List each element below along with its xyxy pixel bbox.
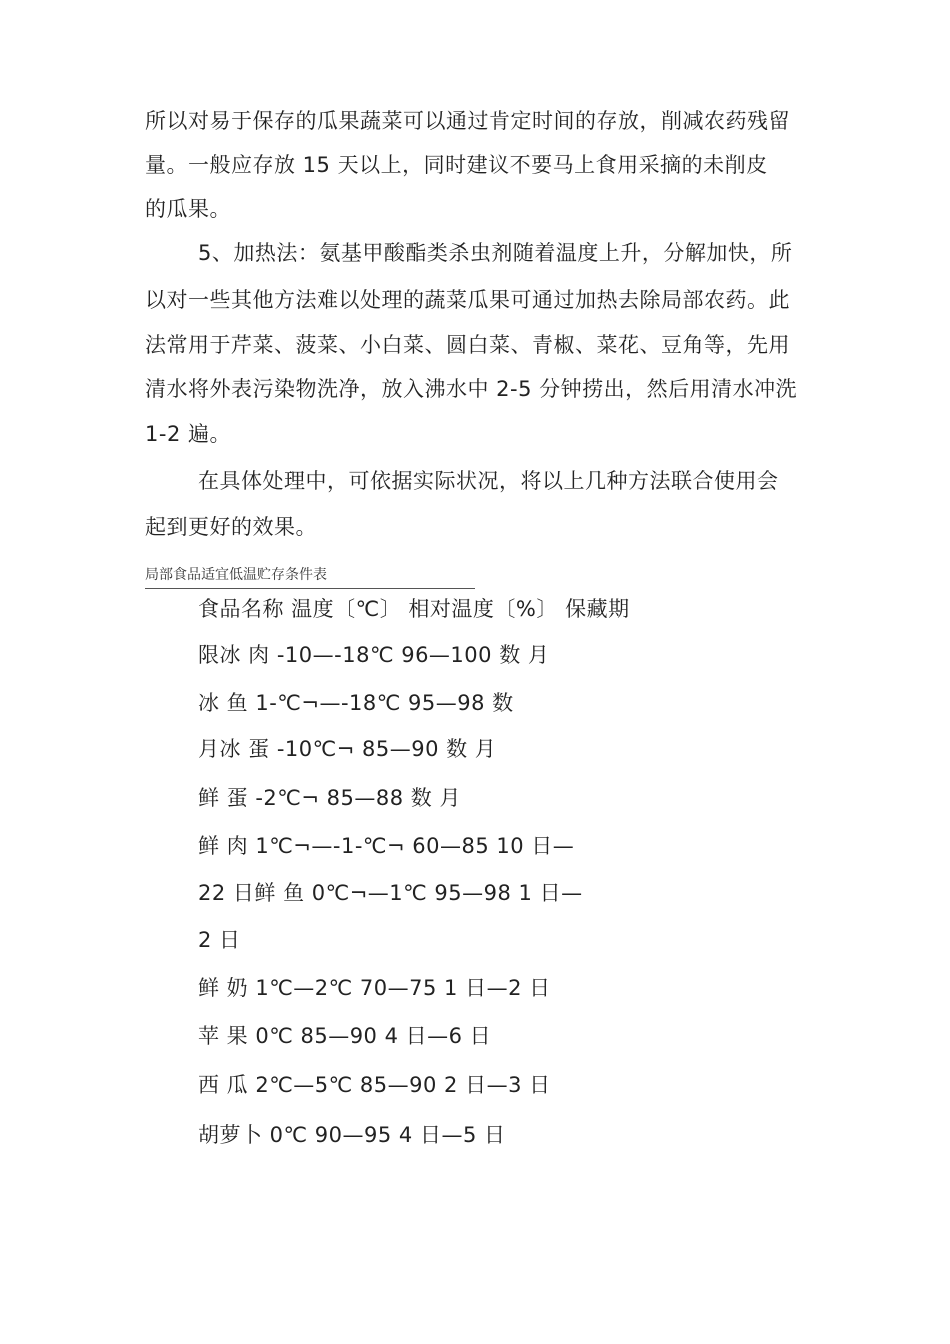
table-row: 西 瓜 2℃—5℃ 85—90 2 日—3 日	[198, 1073, 551, 1097]
table-caption: 局部食品适宜低温贮存条件表	[145, 567, 327, 583]
paragraph-line: 法常用于芹菜、菠菜、小白菜、圆白菜、青椒、菜花、豆角等，先用	[145, 333, 790, 357]
paragraph-line: 所以对易于保存的瓜果蔬菜可以通过肯定时间的存放，削减农药残留	[145, 109, 790, 133]
paragraph-line: 量。一般应存放 15 天以上，同时建议不要马上食用采摘的未削皮	[145, 153, 768, 177]
table-row: 鲜 奶 1℃—2℃ 70—75 1 日—2 日	[198, 976, 551, 1000]
paragraph-line: 起到更好的效果。	[145, 515, 317, 539]
table-row: 胡萝卜 0℃ 90—95 4 日—5 日	[198, 1123, 506, 1147]
table-row: 鲜 肉 1℃¬—-1-℃¬ 60—85 10 日—	[198, 834, 575, 858]
table-row: 限冰 肉 -10—-18℃ 96—100 数 月	[198, 643, 550, 667]
paragraph-line: 5、加热法：氨基甲酸酯类杀虫剂随着温度上升，分解加快，所	[198, 241, 793, 265]
table-row: 月冰 蛋 -10℃¬ 85—90 数 月	[198, 737, 497, 761]
table-row: 22 日鲜 鱼 0℃¬—1℃ 95—98 1 日—	[198, 881, 583, 905]
table-row: 鲜 蛋 -2℃¬ 85—88 数 月	[198, 786, 461, 810]
paragraph-line: 在具体处理中，可依据实际状况，将以上几种方法联合使用会	[198, 469, 779, 493]
paragraph-line: 以对一些其他方法难以处理的蔬菜瓜果可通过加热去除局部农药。此	[145, 288, 790, 312]
table-row: 2 日	[198, 928, 241, 952]
table-header: 食品名称 温度〔℃〕 相对温度〔%〕 保藏期	[198, 597, 630, 621]
paragraph-line: 清水将外表污染物洗净，放入沸水中 2-5 分钟捞出，然后用清水冲洗	[145, 377, 798, 401]
paragraph-line: 的瓜果。	[145, 197, 231, 221]
table-row: 冰 鱼 1-℃¬—-18℃ 95—98 数	[198, 691, 514, 715]
table-row: 苹 果 0℃ 85—90 4 日—6 日	[198, 1024, 492, 1048]
paragraph-line: 1-2 遍。	[145, 422, 231, 446]
caption-divider	[145, 588, 475, 589]
